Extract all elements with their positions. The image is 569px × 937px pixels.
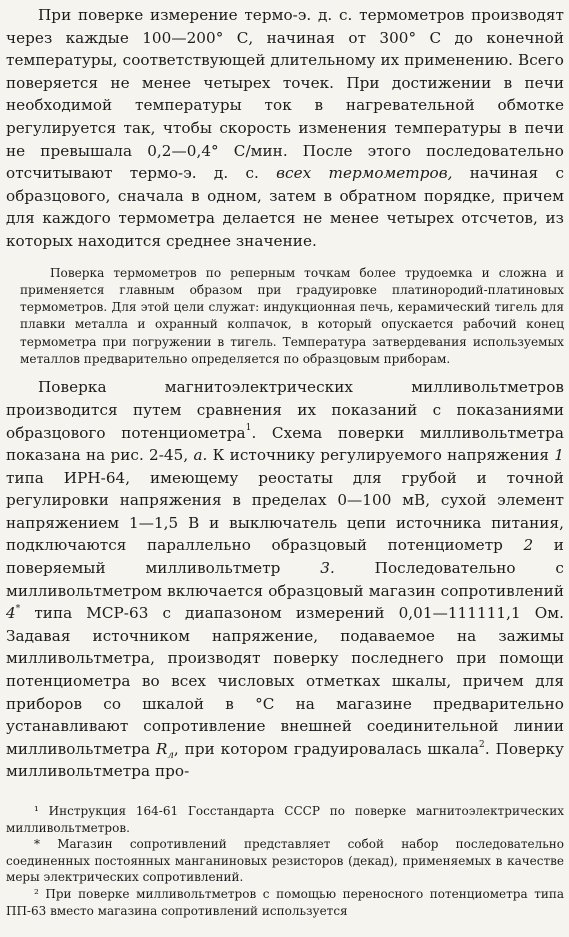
paragraph-text: Последовательно с милливольтметром включается образцовый магазин сопротивлений [6, 559, 564, 600]
paragraph-text: начиная с образцового, сначала в одном, затем в обратном порядке, причем для каждого термометра делается не менее четырех отсчетов, из которых находится среднее значение. [6, 164, 564, 250]
resistance-subscript: л [167, 749, 174, 761]
paragraph-text: Поверка магнитоэлектрических милливольтметров производится путем сравнения их показаний с показаниями образцового потенциометра [6, 378, 564, 442]
paragraph-italic-text: всех термометров, [276, 164, 453, 183]
item-number: 4 [6, 604, 16, 623]
figure-label: а. [193, 446, 208, 465]
footnote-ref-1: 1 [245, 423, 252, 434]
paragraph-millivoltmeter-verification [6, 376, 564, 783]
paragraph-text: типа МСР-63 с диапазоном измерений 0,01—111111,1 Ом. Задавая источником напряжение, подаваемое на зажимы милливольтметра, производят поверку последнего при помощи потенциометра во всех числовых отметках шкалы, причем для приборов со шкалой в °С на магазине предварительно устанавливают сопротивление внешней соединительной линии милливольтметра [6, 604, 564, 758]
footnote-star: * Магазин сопротивлений представляет собой набор последовательно соединенных постоянных манганиновых резисторов (декад), применяемых в качестве меры электрических сопротивлений. [6, 837, 564, 885]
paragraph-text: , при котором градуировалась шкала [173, 739, 480, 758]
footnotes [6, 803, 564, 919]
small-print-paragraph-reference-points: Поверка термометров по реперным точкам более трудоемка и сложна и применяется главным образом при градуировке платинородий-платиновых термометров. Для этой цели служат: индукционная печь, керамический тигель для плавки металла и охранный колпачок, в который опускается рабочий конец термометра при погружении в тигель. Температура затвердевания используемых металлов предварительно определяется по образцовым приборам. [20, 265, 564, 367]
footnote-2: ² При поверке милливольтметров с помощью переносного потенциометра типа ПП-63 вместо магазина сопротивлений используется [6, 886, 564, 918]
footnote-1: ¹ Инструкция 164-61 Госстандарта СССР по поверке магнитоэлектрических милливольтметров. [6, 804, 564, 835]
paragraph-text: К источнику регулируемого напряжения [207, 446, 555, 465]
footnote-ref-2: 2 [479, 739, 485, 750]
paragraph-text: и поверяемый милливольтметр [6, 536, 564, 578]
paragraph-text: . Поверку милливольтметра про- [6, 739, 564, 781]
footnote-ref-star: * [15, 604, 21, 615]
item-number: 3. [320, 559, 335, 578]
paragraph-text: . Схема поверки милливольтметра показана на рис. 2-45, [6, 423, 565, 465]
item-number: 2 [523, 536, 534, 555]
paragraph-text: При поверке измерение термо-э. д. с. термометров производят через каждые 100—200° С, начиная от 300° С до конечной температуры, соответствующей длительному их применению. Всего поверяется не менее четырех точек. При достижении в печи необходимой температуры ток в нагревательной обмотке регулируется так, чтобы скорость изменения температуры в печи не превышала 0,2—0,4° С/мин. После этого последовательно отсчитывают термо-э. д. с. [6, 6, 564, 183]
resistance-symbol: R [155, 739, 168, 758]
item-number: 1 [554, 446, 564, 465]
paragraph-text: типа ИРН-64, имеющему реостаты для грубой и точной регулировки напряжения в пределах 0—100 мВ, сухой элемент напряжением 1—1,5 В и выключатель цепи источника питания, подключаются параллельно образцовый потенциометр [6, 468, 564, 555]
paragraph-thermo-emf-measurement [6, 4, 564, 253]
